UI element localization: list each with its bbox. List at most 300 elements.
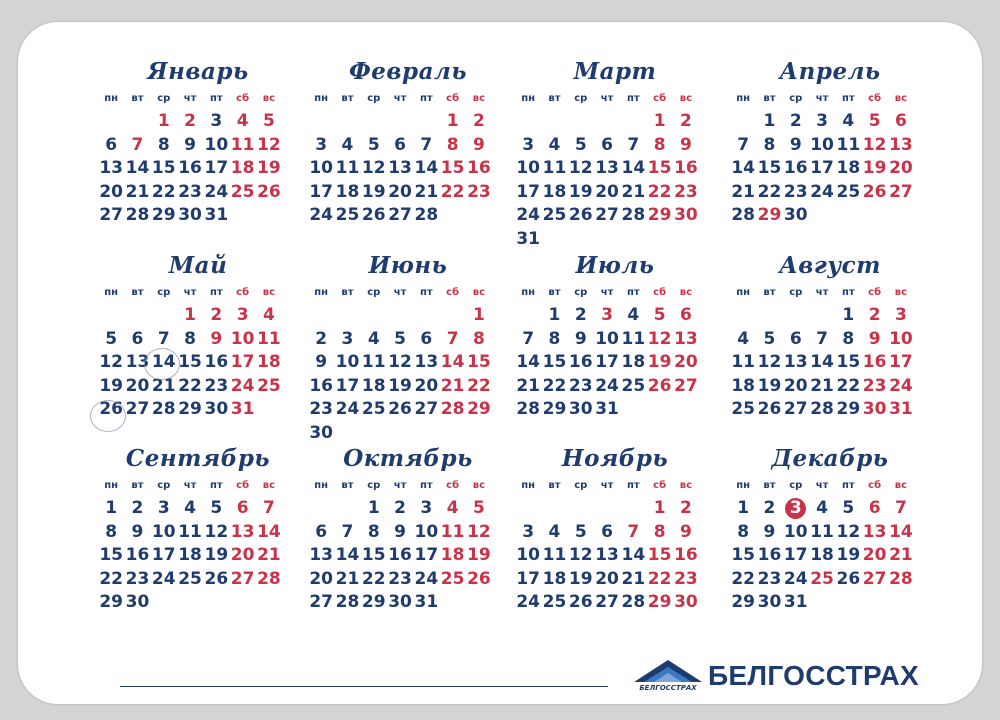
day-cell: 10: [595, 328, 619, 349]
day-cell: 30: [674, 592, 698, 612]
day-cell: 16: [757, 545, 782, 565]
day-cell: 4: [548, 134, 561, 155]
weekday-label: сб: [868, 480, 882, 491]
day-cell: 6: [895, 111, 907, 131]
day-cell: 19: [836, 545, 861, 565]
day-cell: 21: [810, 375, 834, 396]
day-cell: 7: [263, 498, 275, 518]
day-cell: 22: [731, 568, 755, 589]
weekday-label: пт: [209, 287, 223, 298]
day-cell: 20: [889, 158, 913, 178]
day-cell: 12: [836, 521, 861, 542]
day-grid: [730, 475, 930, 615]
day-cell: 9: [315, 352, 328, 372]
day-grid: [515, 475, 715, 615]
day-cell: 6: [601, 134, 613, 155]
day-cell: 6: [236, 498, 249, 518]
day-cell: 18: [178, 545, 202, 565]
day-cell: 28: [810, 399, 834, 419]
day-cell: 11: [810, 521, 834, 542]
day-cell: 26: [467, 568, 491, 589]
day-cell: 14: [335, 545, 360, 565]
day-cell: 22: [440, 181, 465, 202]
weekday-label: вс: [472, 287, 486, 298]
day-cell: 11: [836, 134, 861, 155]
day-cell: 28: [621, 205, 646, 225]
day-cell: 21: [621, 568, 646, 589]
day-cell: 22: [151, 181, 176, 202]
month-title: Август: [779, 252, 881, 279]
day-cell: 11: [230, 134, 255, 155]
day-cell: 9: [131, 521, 144, 542]
weekday-label: вт: [341, 287, 354, 298]
day-cell: 6: [394, 134, 406, 155]
day-grid: [730, 282, 930, 422]
day-cell: 23: [178, 181, 202, 202]
day-cell: 12: [99, 352, 123, 372]
weekday-label: пн: [736, 480, 751, 491]
month-title: Ноябрь: [561, 445, 669, 472]
month-title: Апрель: [779, 58, 881, 85]
day-cell: 9: [394, 521, 406, 542]
day-cell: 2: [680, 498, 692, 518]
weekday-label: пн: [736, 93, 751, 104]
day-cell: 2: [574, 305, 587, 325]
day-cell: 8: [184, 328, 196, 349]
day-cell: 3: [895, 305, 907, 325]
weekday-label: пн: [104, 93, 119, 104]
weekday-label: ср: [367, 93, 381, 104]
day-cell: 13: [414, 352, 439, 372]
month-block: [98, 443, 298, 615]
day-cell: 31: [783, 592, 808, 612]
month-title: Январь: [147, 58, 249, 85]
day-cell: 3: [816, 111, 828, 131]
day-cell: 21: [621, 181, 646, 202]
day-cell: 23: [388, 568, 412, 589]
day-cell: 4: [341, 134, 354, 155]
day-cell: 12: [568, 545, 593, 565]
day-cell: 28: [125, 205, 150, 225]
day-cell: 29: [361, 592, 386, 612]
day-cell: 1: [653, 111, 666, 131]
day-cell: 28: [731, 205, 755, 225]
day-cell: 11: [542, 545, 567, 565]
day-cell: 8: [842, 328, 855, 349]
day-cell: 6: [131, 328, 144, 349]
weekday-label: чт: [815, 93, 829, 104]
day-cell: 4: [737, 328, 750, 349]
day-cell: 10: [309, 158, 333, 178]
day-cell: 18: [440, 545, 465, 565]
day-cell: 1: [184, 305, 196, 325]
day-cell: 6: [789, 328, 802, 349]
weekday-label: пт: [626, 480, 640, 491]
day-cell: 7: [341, 521, 354, 542]
day-cell: 29: [647, 205, 672, 225]
weekday-label: ср: [574, 480, 588, 491]
day-cell: 14: [621, 545, 646, 565]
day-cell: 5: [868, 111, 881, 131]
day-grid: [98, 88, 298, 228]
day-cell: 24: [783, 568, 808, 589]
day-cell: 25: [542, 592, 567, 612]
day-cell: 28: [440, 399, 465, 419]
day-cell: 28: [257, 568, 281, 589]
day-cell: 8: [653, 521, 666, 542]
day-cell: 17: [309, 181, 333, 202]
day-cell: 29: [178, 399, 202, 419]
day-cell: 16: [783, 158, 808, 178]
month-title: Июль: [575, 252, 655, 279]
month-title: Декабрь: [771, 445, 889, 472]
day-cell: 27: [674, 375, 698, 396]
day-cell: 19: [204, 545, 229, 565]
day-cell: 12: [257, 134, 281, 155]
day-cell: 4: [548, 521, 561, 542]
day-cell: 14: [440, 352, 465, 372]
day-grid: [98, 475, 298, 615]
month-block: [98, 56, 298, 228]
day-cell: 1: [105, 498, 118, 518]
day-cell: 11: [440, 521, 465, 542]
day-cell: 23: [204, 375, 229, 396]
weekday-label: сб: [653, 93, 667, 104]
day-cell: 16: [674, 545, 698, 565]
day-cell: 20: [674, 352, 698, 372]
month-title: Май: [168, 252, 228, 279]
day-cell: 11: [361, 352, 386, 372]
weekday-label: пт: [626, 287, 640, 298]
day-cell: 3: [522, 134, 535, 155]
day-cell: 30: [388, 592, 412, 612]
day-cell: 27: [414, 399, 439, 419]
day-cell: 30: [783, 205, 808, 225]
day-cell: 26: [388, 399, 412, 419]
day-cell: 3: [522, 521, 535, 542]
day-cell: 16: [388, 545, 412, 565]
weekday-label: ср: [157, 287, 171, 298]
day-cell: 28: [889, 568, 913, 589]
day-cell: 28: [621, 592, 646, 612]
day-cell: 25: [257, 375, 281, 396]
day-cell: 25: [361, 399, 386, 419]
day-cell: 30: [674, 205, 698, 225]
brand-mark-caption: БЕЛГОССТРАХ: [639, 684, 697, 692]
day-cell: 4: [627, 305, 640, 325]
day-cell: 16: [125, 545, 150, 565]
day-cell: 5: [842, 498, 855, 518]
day-cell: 27: [862, 568, 887, 589]
weekday-label: вс: [679, 93, 693, 104]
day-cell: 7: [895, 498, 907, 518]
day-cell: 22: [99, 568, 123, 589]
day-cell: 31: [595, 399, 619, 419]
day-cell: 19: [257, 158, 281, 178]
day-cell: 6: [420, 328, 433, 349]
day-cell: 21: [414, 181, 439, 202]
day-cell: 5: [367, 134, 380, 155]
day-cell: 7: [816, 328, 828, 349]
day-cell: 2: [184, 111, 196, 131]
weekday-label: пн: [521, 93, 536, 104]
day-cell: 8: [446, 134, 459, 155]
day-cell: 4: [842, 111, 855, 131]
month-title: Февраль: [348, 58, 468, 85]
day-cell: 12: [204, 521, 229, 542]
day-cell: 12: [467, 521, 491, 542]
day-cell: 31: [414, 592, 439, 612]
day-cell: 29: [151, 205, 176, 225]
day-cell: 9: [680, 134, 692, 155]
day-cell: 19: [647, 352, 672, 372]
day-cell: 14: [125, 158, 150, 178]
day-cell: 18: [836, 158, 861, 178]
day-cell: 10: [335, 352, 360, 372]
day-cell: 20: [388, 181, 412, 202]
weekday-label: сб: [653, 480, 667, 491]
day-cell: 1: [473, 305, 485, 325]
weekday-label: сб: [446, 287, 460, 298]
day-cell: 15: [440, 158, 465, 178]
day-cell: 16: [674, 158, 698, 178]
day-cell: 18: [230, 158, 255, 178]
day-cell: 23: [674, 181, 698, 202]
day-cell: 19: [361, 181, 386, 202]
day-cell: 20: [99, 181, 123, 202]
day-cell: 10: [783, 521, 808, 542]
day-cell: 24: [810, 181, 834, 202]
month-block: [98, 250, 298, 422]
day-cell: 31: [889, 399, 913, 419]
day-cell: 6: [105, 134, 118, 155]
weekday-label: вс: [472, 93, 486, 104]
day-cell: 25: [542, 205, 567, 225]
day-cell: 7: [420, 134, 433, 155]
day-cell: 30: [757, 592, 782, 612]
day-cell: 8: [367, 521, 380, 542]
day-cell: 23: [783, 181, 808, 202]
day-cell: 14: [889, 521, 913, 542]
day-cell: 28: [414, 205, 439, 225]
weekday-label: пт: [209, 93, 223, 104]
day-cell: 12: [361, 158, 386, 178]
weekday-label: пт: [419, 93, 433, 104]
day-cell: 5: [653, 305, 666, 325]
day-cell: 7: [627, 134, 640, 155]
day-cell: 10: [810, 134, 834, 155]
weekday-label: вс: [894, 93, 908, 104]
day-cell: 17: [204, 158, 229, 178]
day-cell: 1: [653, 498, 666, 518]
month-block: [308, 250, 508, 445]
day-cell: 21: [125, 181, 150, 202]
month-title: Март: [573, 58, 657, 85]
day-cell: 22: [178, 375, 202, 396]
day-cell: 4: [263, 305, 275, 325]
weekday-label: чт: [393, 287, 407, 298]
day-cell: 24: [516, 205, 540, 225]
day-cell: 20: [230, 545, 255, 565]
day-cell: 2: [763, 498, 776, 518]
day-cell: 30: [178, 205, 202, 225]
day-cell: 4: [816, 498, 828, 518]
day-cell: 7: [131, 134, 144, 155]
weekday-label: ср: [789, 287, 803, 298]
day-cell: 30: [568, 399, 593, 419]
day-cell: 8: [105, 521, 118, 542]
day-cell: 10: [414, 521, 439, 542]
day-cell: 18: [335, 181, 360, 202]
day-cell: 16: [568, 352, 593, 372]
weekday-label: вт: [131, 93, 144, 104]
day-cell: 17: [230, 352, 255, 372]
day-cell: 26: [568, 592, 593, 612]
weekday-label: ср: [789, 93, 803, 104]
weekday-label: ср: [574, 93, 588, 104]
weekday-label: вс: [679, 287, 693, 298]
day-cell: 18: [257, 352, 281, 372]
weekday-label: вт: [341, 480, 354, 491]
day-cell: 7: [522, 328, 535, 349]
day-cell: 11: [178, 521, 202, 542]
weekday-label: чт: [815, 480, 829, 491]
weekday-label: ср: [367, 480, 381, 491]
day-cell: 26: [568, 205, 593, 225]
day-cell: 13: [388, 158, 412, 178]
day-cell: 27: [889, 181, 913, 202]
day-cell: 24: [595, 375, 619, 396]
signature-line: [120, 686, 608, 687]
day-cell: 18: [810, 545, 834, 565]
weekday-label: чт: [393, 93, 407, 104]
day-cell: 25: [178, 568, 202, 589]
day-cell: 12: [568, 158, 593, 178]
month-block: [308, 443, 508, 615]
weekday-label: вт: [763, 93, 776, 104]
day-cell: 24: [335, 399, 360, 419]
weekday-label: сб: [653, 287, 667, 298]
day-cell: 27: [99, 205, 123, 225]
day-cell: 1: [842, 305, 855, 325]
weekday-label: сб: [868, 93, 882, 104]
day-cell: 29: [731, 592, 755, 612]
weekday-label: чт: [183, 287, 197, 298]
day-cell: 9: [184, 134, 196, 155]
weekday-label: ср: [574, 287, 588, 298]
day-cell: 13: [309, 545, 333, 565]
month-title: Сентябрь: [125, 445, 271, 472]
day-cell: 30: [125, 592, 150, 612]
day-cell: 26: [836, 568, 861, 589]
day-cell: 15: [757, 158, 782, 178]
day-cell: 5: [263, 111, 275, 131]
day-cell: 10: [151, 521, 176, 542]
day-cell: 14: [810, 352, 834, 372]
day-cell: 22: [647, 181, 672, 202]
weekday-label: чт: [183, 480, 197, 491]
day-cell: 6: [680, 305, 692, 325]
calendar-card: [18, 22, 982, 704]
day-cell: 13: [674, 328, 698, 349]
day-cell: 14: [151, 352, 176, 372]
day-cell: 25: [230, 181, 255, 202]
day-cell: 14: [621, 158, 646, 178]
day-grid: [308, 282, 508, 445]
day-cell: 8: [653, 134, 666, 155]
day-cell: 12: [388, 352, 412, 372]
day-cell: 20: [309, 568, 333, 589]
weekday-label: пт: [419, 287, 433, 298]
day-cell: 12: [757, 352, 782, 372]
day-cell: 30: [204, 399, 229, 419]
day-grid: [515, 88, 715, 251]
weekday-label: вт: [548, 480, 561, 491]
weekday-label: сб: [236, 93, 250, 104]
day-cell: 26: [647, 375, 672, 396]
day-cell: 26: [757, 399, 782, 419]
weekday-label: вт: [763, 287, 776, 298]
day-cell: 9: [210, 328, 223, 349]
day-cell: 16: [467, 158, 491, 178]
day-cell: 2: [210, 305, 223, 325]
weekday-label: ср: [789, 480, 803, 491]
brand-name: БЕЛГОССТРАХ: [708, 660, 919, 691]
day-cell: 27: [125, 399, 150, 419]
day-cell: 23: [757, 568, 782, 589]
day-cell: 8: [548, 328, 561, 349]
day-cell: 2: [315, 328, 328, 349]
month-block: [515, 56, 715, 251]
day-cell: 13: [230, 521, 255, 542]
day-cell: 13: [125, 352, 150, 372]
day-cell: 18: [621, 352, 646, 372]
day-cell: 13: [595, 158, 619, 178]
month-block: [515, 250, 715, 422]
day-cell: 26: [204, 568, 229, 589]
day-cell: 25: [731, 399, 755, 419]
day-cell: 17: [335, 375, 360, 396]
day-cell: 10: [889, 328, 913, 349]
weekday-label: пт: [841, 480, 855, 491]
day-cell: 9: [868, 328, 881, 349]
month-block: [730, 443, 930, 615]
day-cell: 17: [783, 545, 808, 565]
day-cell: 22: [542, 375, 567, 396]
day-cell: 3: [315, 134, 328, 155]
day-cell: 17: [810, 158, 834, 178]
day-cell: 13: [783, 352, 808, 372]
day-cell: 23: [467, 181, 491, 202]
weekday-label: пт: [841, 287, 855, 298]
day-cell: 29: [757, 205, 782, 225]
day-cell: 5: [394, 328, 406, 349]
day-cell: 11: [542, 158, 567, 178]
day-cell: 10: [230, 328, 255, 349]
day-cell: 3: [341, 328, 354, 349]
weekday-label: пт: [626, 93, 640, 104]
day-cell: 17: [414, 545, 439, 565]
day-cell: 8: [157, 134, 170, 155]
day-cell: 21: [889, 545, 913, 565]
day-cell: 11: [731, 352, 755, 372]
day-cell: 19: [568, 568, 593, 589]
day-cell: 31: [204, 205, 229, 225]
day-cell: 22: [467, 375, 491, 396]
month-title: Октябрь: [343, 445, 473, 472]
day-cell: 30: [862, 399, 887, 419]
day-cell: 16: [204, 352, 229, 372]
